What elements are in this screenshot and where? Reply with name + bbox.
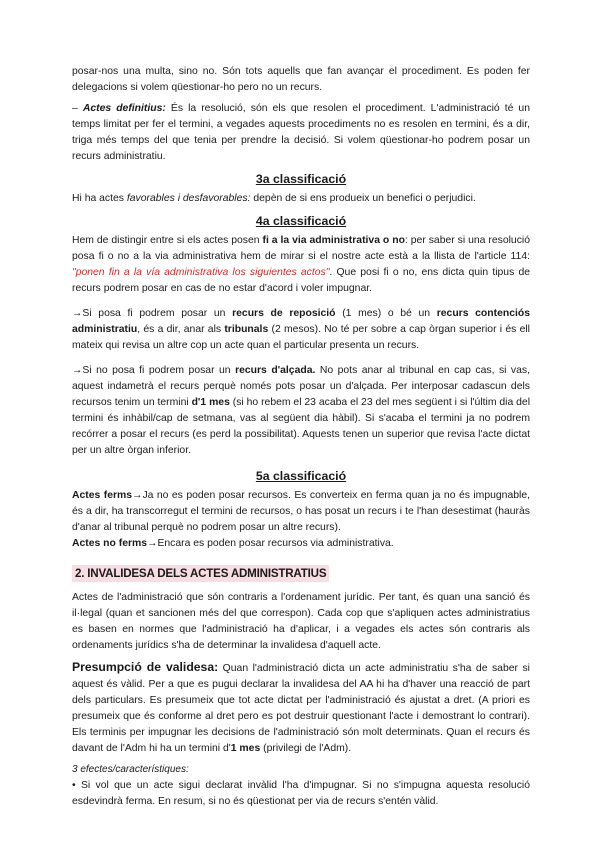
definitius-term: Actes definitius: [82,103,166,114]
presumpcio-text: Quan l'administració dicta un acte administratiu s'ha de saber si aquest és vàlid. Per a que es pugui declarar la invalidesa del AA hi ha d'haver una reacció de part dels particulars. Es presumeix que tot acte dictat per l'administració és ajustat a dret. (A priori es presumeix que és conforme al dret pero es pot destruir questionant l'acte i demostrant lo contrari). Els terminis per impugnar les decisions de l'administració són molt determinats. Quan el recurs és davant de l'Adm hi ha un termini d' [72,663,530,754]
class3-italic: favorables i desfavorables: [126,193,251,204]
class4-p1-a: Hem de distingir entre si els actes posen [72,235,263,246]
class4-p3-b: No pots anar al tribunal en cap cas, si vas, aquest indametrà el recurs perquè només pots posar un d'alçada. Per interposar cadascun dels recursos tenim un termini [72,365,530,408]
class3-text-b: depèn de si ens produeix un benefici o perjudici. [250,193,476,204]
class4-p1-quote: "ponen fin a la vía administrativa los siguientes actos" [72,267,330,278]
section2-paragraph-2 [72,659,530,757]
heading-4a-classificacio: 4a classificació [255,214,347,228]
heading-5a-classificacio: 5a classificació [255,469,347,483]
presumpcio-text-2: (privilegi de l'Adm). [260,743,352,754]
class4-p2-d: (2 mesos). No té per sobre a cap òrgan superior i és ell mateix qui revisa un altre cop un acte quan el particular presenta un recurs. [72,324,530,351]
class4-p2-bold2: recurs contenciós administratiu [72,308,530,335]
class5-paragraph-1 [72,488,530,536]
class4-p2-c: , és a dir, anar als [137,324,225,335]
class4-p2-bold3: tribunals [224,324,269,335]
class4-p2-bold1: recurs de reposició [232,308,336,319]
heading-3a-classificacio: 3a classificació [255,172,347,186]
class4-p3-bold2: d'1 mes [191,397,230,408]
definitius-text: És la resolució, són els que resolen el procediment. L'administració té un temps limitat per fer el termini, a vegades aquests procediments no es resolen en termini, és a dir, triga més temps del que tenia per prendre la decisió. Si volem qüestionar-ho podrem posar un recurs administratiu. [72,103,530,162]
section2-paragraph-1: Actes de l'administració que són contraris a l'ordenament jurídic. Per tant, és quan una sanció és il·legal (quan et sancionen més del que correspon). Cada cop que s'apliquen actes administratius es basen en normes que l'administració ha d'aplicar, i a vegades els actes són contraris als ordenaments jurídics s'ha de determinar la invalidesa d'aquell acte. [72,592,530,651]
intro-paragraph: posar-nos una multa, sino no. Són tots aquells que fan avançar el procediment. Es poden fer delegacions si volem qüestionar-ho pero no un recurs. [72,66,530,93]
class4-paragraph-3 [72,363,530,459]
class4-paragraph-2 [72,306,530,354]
class4-p3-c: (si ho rebem el 23 acaba el 23 del mes següent i si l'últim dia del termini és inhàbil/cap de setmana, vas al següent dia hàbil). Si s'acaba el termini ja no podrem recórrer a posar el recurs (es perd la possibilitat). Aquests tenen un superior que revisa l'acte dictat per un altre òrgan inferior. [72,397,531,456]
actes-no-ferms-text: →Encara es poden posar recursos via administrativa. [147,538,394,549]
class4-p2-b: (1 mes) o bé un [335,308,437,319]
section-2-title: 2. INVALIDESA DELS ACTES ADMINISTRATIUS [72,565,329,582]
class4-p3-bold1: recurs d'alçada. [235,365,316,376]
definitius-dash: – [72,103,83,114]
class4-p1-b: : per saber si una resolució posa fi o no a la via administrativa hem de mirar si el nostre acte està a la llista de l'article 114: [72,235,530,262]
class3-paragraph [72,191,530,207]
actes-no-ferms-term: Actes no ferms [72,538,148,549]
presumpcio-term: Presumpció de validesa: [72,660,219,674]
definitius-paragraph [72,101,530,165]
class4-p1-bold: fi a la via administrativa o no [262,235,405,246]
class4-paragraph-1 [72,233,530,297]
class4-p2-a: →Si posa fi podrem posar un [72,308,233,319]
class5-paragraph-2 [72,536,530,552]
class4-p1-c: . Que posi fi o no, ens dicta quin tipus de recurs podrem posar en cas de no estar d'acord i voler impugnar. [72,267,530,294]
presumpcio-bold-term: 1 mes [230,743,261,754]
effects-bullet-1: • Si vol que un acte sigui declarat invàlid l'ha d'impugnar. Si no s'impugna aquesta resolució esdevindrà ferma. En resum, si no és qüestionat per via de recurs s'entén vàlid. [72,780,530,807]
actes-ferms-text: →Ja no es poden posar recursos. Es converteix en ferma quan ja no és impugnable, és a dir, ha transcorregut el termini de recursos, o has posat un recurs i te l'han desestimat (hauràs d'anar al tribunal perquè no podrem posar un altre recurs). [72,490,530,533]
effects-label: 3 efectes/característiques: [72,764,189,775]
actes-ferms-term: Actes ferms [72,490,133,501]
class3-text-a: Hi ha actes [72,193,127,204]
class4-p3-a: →Si no posa fi podrem posar un [72,365,236,376]
section-2-header [72,564,530,582]
